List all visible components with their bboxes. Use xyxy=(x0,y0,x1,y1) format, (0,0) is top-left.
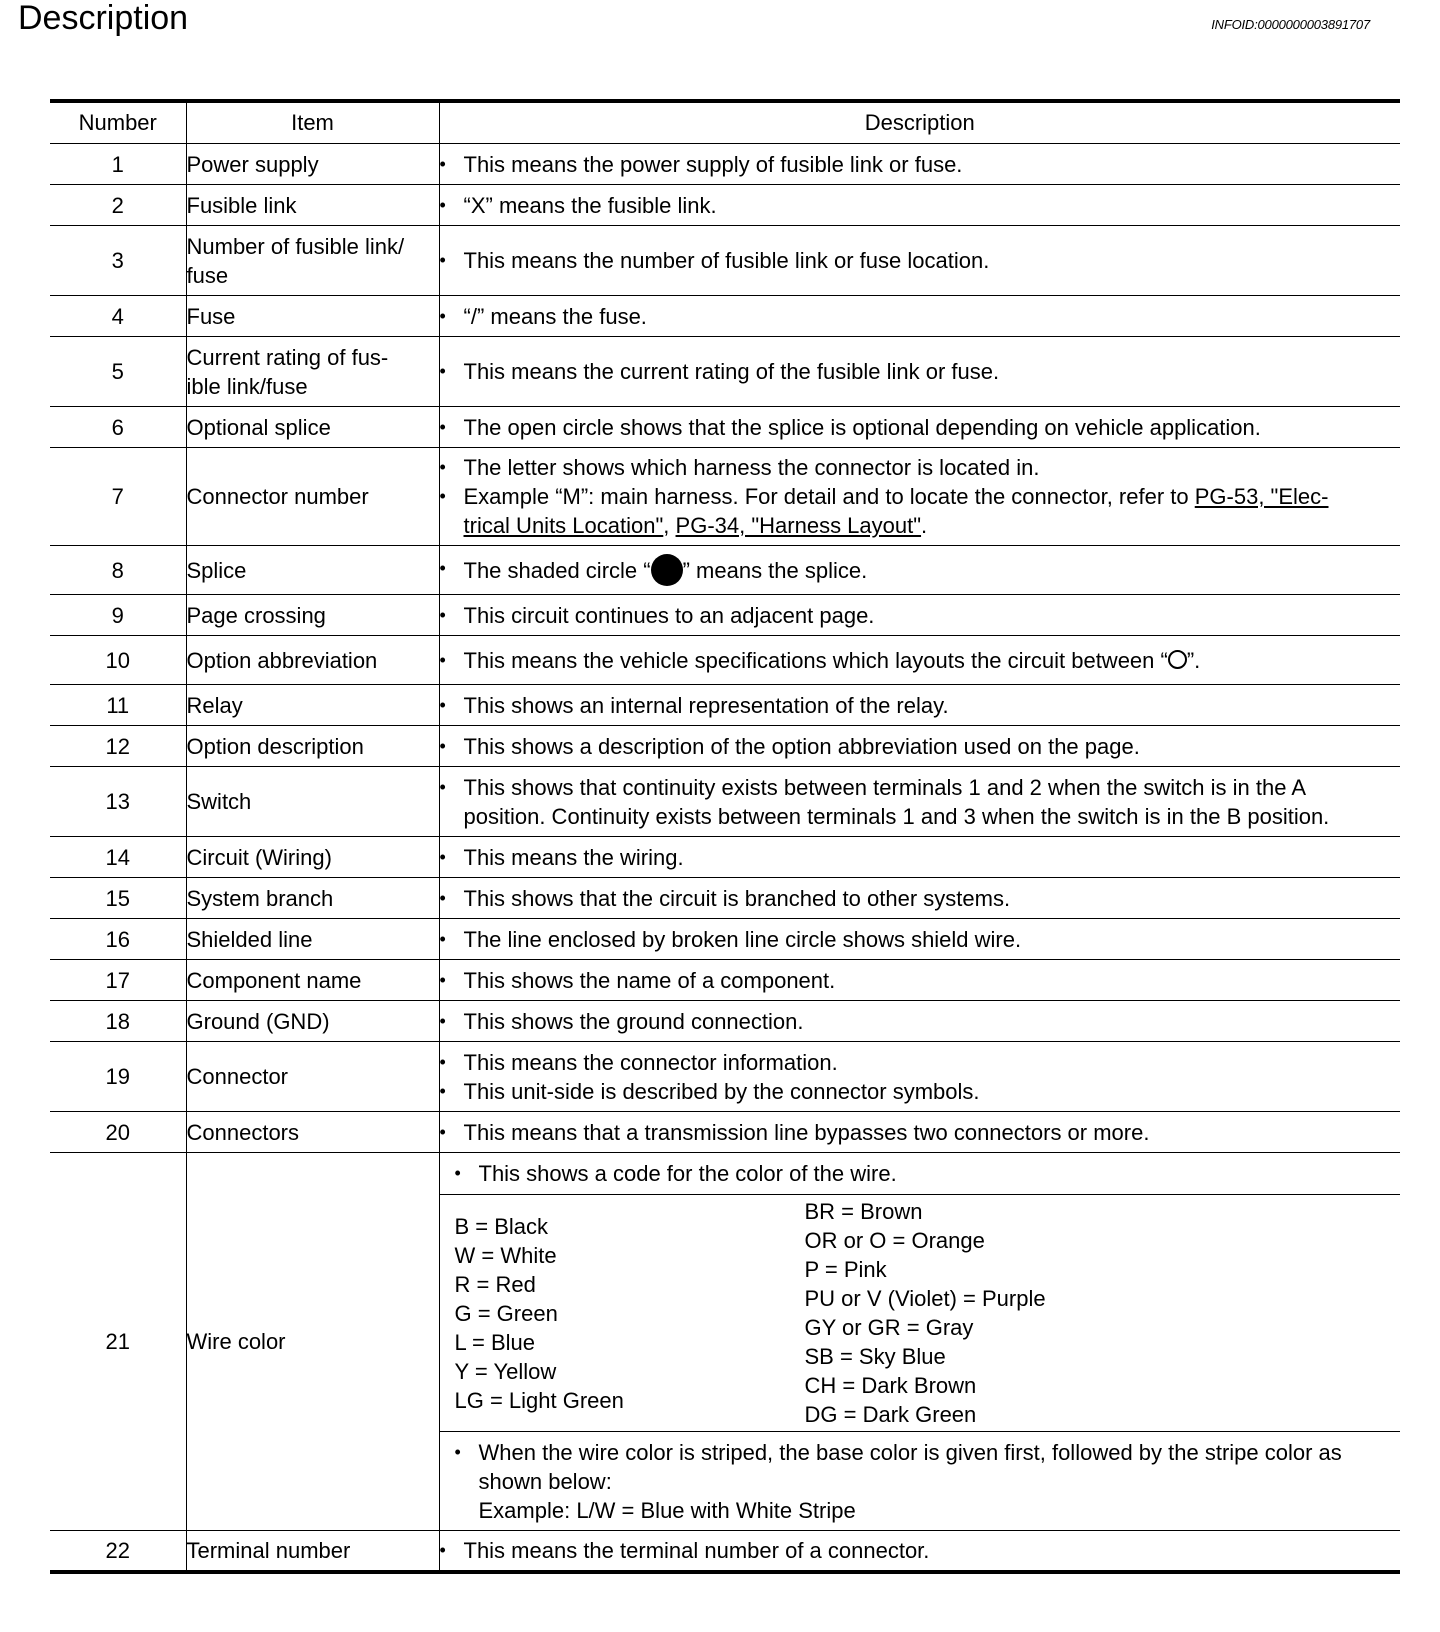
bullet-text: • The open circle shows that the splice is optional depending on vehicle application. xyxy=(440,413,1401,442)
example-text: Example “M”: main harness. For detail and to locate the connector, refer to xyxy=(463,484,1195,509)
bullet-text: • This means the connector information. xyxy=(440,1048,1401,1077)
color-code: G = Green xyxy=(454,1300,558,1326)
row-number: 19 xyxy=(50,1042,186,1112)
table-row xyxy=(50,919,1400,960)
bullet-text: • This shows a code for the color of the wire. xyxy=(455,1159,897,1188)
row-number: 5 xyxy=(50,337,186,407)
bullet-text: • “/” means the fuse. xyxy=(440,302,1401,331)
bullet-text: • This shows a description of the option abbreviation used on the page. xyxy=(440,732,1401,761)
row-item: Splice xyxy=(186,546,439,595)
color-code: CH = Dark Brown xyxy=(804,1373,977,1398)
table-row xyxy=(50,1531,1400,1572)
bullet-text: • This shows an internal representation of the relay. xyxy=(440,691,1401,720)
row-number: 4 xyxy=(50,296,186,337)
wire-color-stripe-note xyxy=(440,1431,1401,1530)
switch-line: position. Continuity exists between terminals 1 and 3 when the switch is in the B position. xyxy=(463,803,1330,829)
row-description xyxy=(439,1112,1400,1153)
stripe-line: shown below: xyxy=(478,1468,612,1494)
header-number: Number xyxy=(50,101,186,144)
row-item: Optional splice xyxy=(186,407,439,448)
row-number: 15 xyxy=(50,878,186,919)
bullet-text: • This means the terminal number of a connector. xyxy=(440,1536,1401,1565)
row-item: Option abbreviation xyxy=(186,636,439,685)
row-description xyxy=(439,1153,1400,1531)
row-number: 12 xyxy=(50,726,186,767)
table-row xyxy=(50,878,1400,919)
table-row xyxy=(50,1112,1400,1153)
bullet-text xyxy=(455,1438,1342,1525)
color-code: R = Red xyxy=(454,1271,536,1297)
row-number: 10 xyxy=(50,636,186,685)
color-code: L = Blue xyxy=(454,1329,536,1355)
wire-color-intro xyxy=(440,1153,1401,1194)
row-description xyxy=(439,1001,1400,1042)
row-item: Wire color xyxy=(186,1153,439,1531)
bullet-text xyxy=(440,482,1401,540)
color-code: PU or V (Violet) = Purple xyxy=(804,1286,1046,1311)
row-description xyxy=(439,226,1400,296)
table-row xyxy=(50,767,1400,837)
bullet-text: • This means the wiring. xyxy=(440,843,1401,872)
table-row xyxy=(50,1001,1400,1042)
row-description xyxy=(439,185,1400,226)
description-table xyxy=(50,99,1400,1574)
row-description xyxy=(439,878,1400,919)
table-row xyxy=(50,226,1400,296)
wire-color-codes xyxy=(440,1194,1401,1431)
row-item: System branch xyxy=(186,878,439,919)
table-row xyxy=(50,636,1400,685)
table-header-row xyxy=(50,101,1400,144)
row-item: Component name xyxy=(186,960,439,1001)
bullet-text: • The line enclosed by broken line circle shows shield wire. xyxy=(440,925,1401,954)
row-item: Relay xyxy=(186,685,439,726)
row-item: Fuse xyxy=(186,296,439,337)
bullet-text: • This shows that the circuit is branched to other systems. xyxy=(440,884,1401,913)
table-row xyxy=(50,407,1400,448)
bullet-text: • This shows the name of a component. xyxy=(440,966,1401,995)
splice-text-post: ” means the splice. xyxy=(682,558,868,583)
row-item: Ground (GND) xyxy=(186,1001,439,1042)
row-number: 21 xyxy=(50,1153,186,1531)
table-row xyxy=(50,685,1400,726)
splice-text-pre: The shaded circle “ xyxy=(463,558,651,583)
row-description xyxy=(439,767,1400,837)
link-pg-34[interactable]: PG-34, "Harness Layout" xyxy=(675,513,922,538)
row-number: 22 xyxy=(50,1531,186,1572)
table-row xyxy=(50,726,1400,767)
color-code: Y = Yellow xyxy=(454,1358,557,1384)
page-title: Description xyxy=(18,0,189,37)
row-number: 6 xyxy=(50,407,186,448)
shaded-circle-icon xyxy=(651,554,683,586)
link-end: . xyxy=(921,513,928,538)
table-row xyxy=(50,837,1400,878)
row-item: Switch xyxy=(186,767,439,837)
bullet-text: • The letter shows which harness the connector is located in. xyxy=(440,453,1401,482)
item-line: ible link/fuse xyxy=(186,373,308,399)
row-description xyxy=(439,960,1400,1001)
item-line: fuse xyxy=(186,262,229,288)
row-description xyxy=(439,837,1400,878)
stripe-example: Example: L/W = Blue with White Stripe xyxy=(478,1497,856,1523)
color-code: LG = Light Green xyxy=(454,1387,624,1413)
row-item: Connector xyxy=(186,1042,439,1112)
row-description xyxy=(439,726,1400,767)
bullet-text: • This means the power supply of fusible link or fuse. xyxy=(440,150,1401,179)
color-code: B = Black xyxy=(454,1213,549,1239)
table-row xyxy=(50,1042,1400,1112)
stripe-line: When the wire color is striped, the base color is given first, followed by the stripe color as xyxy=(478,1439,1342,1465)
row-item: Connector number xyxy=(186,448,439,546)
color-code: SB = Sky Blue xyxy=(804,1344,946,1369)
row-description xyxy=(439,448,1400,546)
color-code: DG = Dark Green xyxy=(804,1402,977,1427)
row-item: Page crossing xyxy=(186,595,439,636)
row-number: 7 xyxy=(50,448,186,546)
row-number: 3 xyxy=(50,226,186,296)
row-item: Fusible link xyxy=(186,185,439,226)
row-item: Shielded line xyxy=(186,919,439,960)
table-row xyxy=(50,1153,1400,1531)
row-description xyxy=(439,546,1400,595)
row-number: 8 xyxy=(50,546,186,595)
row-item: Option description xyxy=(186,726,439,767)
row-description xyxy=(439,636,1400,685)
table-row xyxy=(50,144,1400,185)
row-item xyxy=(186,337,439,407)
bullet-text xyxy=(440,646,1401,675)
row-number: 20 xyxy=(50,1112,186,1153)
option-text-post: ”. xyxy=(1186,647,1201,673)
row-description xyxy=(439,595,1400,636)
header-description: Description xyxy=(439,101,1400,144)
row-number: 11 xyxy=(50,685,186,726)
bullet-text: • This means the current rating of the fusible link or fuse. xyxy=(440,357,1401,386)
row-description xyxy=(439,144,1400,185)
row-number: 14 xyxy=(50,837,186,878)
color-codes-left xyxy=(455,1212,805,1415)
row-item xyxy=(186,226,439,296)
switch-line: This shows that continuity exists between terminals 1 and 2 when the switch is in the A xyxy=(463,774,1307,800)
row-item: Power supply xyxy=(186,144,439,185)
color-code: P = Pink xyxy=(804,1257,887,1282)
row-item: Terminal number xyxy=(186,1531,439,1572)
bullet-text: • This means that a transmission line bypasses two connectors or more. xyxy=(440,1118,1401,1147)
table-row xyxy=(50,595,1400,636)
color-code: GY or GR = Gray xyxy=(804,1315,974,1340)
row-description xyxy=(439,1531,1400,1572)
table-row xyxy=(50,546,1400,595)
row-number: 16 xyxy=(50,919,186,960)
bullet-text: • This means the number of fusible link or fuse location. xyxy=(440,246,1401,275)
color-code: BR = Brown xyxy=(804,1199,923,1224)
row-number: 9 xyxy=(50,595,186,636)
bullet-text: • This circuit continues to an adjacent page. xyxy=(440,601,1401,630)
table-row xyxy=(50,337,1400,407)
color-codes-right xyxy=(805,1197,1046,1429)
item-line: Number of fusible link/ xyxy=(186,233,405,259)
link-pg-53-line2[interactable]: trical Units Location" xyxy=(463,513,664,538)
header-item: Item xyxy=(186,101,439,144)
table-row xyxy=(50,960,1400,1001)
row-description xyxy=(439,337,1400,407)
table-row xyxy=(50,185,1400,226)
row-item: Connectors xyxy=(186,1112,439,1153)
link-pg-53-line1[interactable]: PG-53, "Elec- xyxy=(1194,484,1329,509)
row-number: 13 xyxy=(50,767,186,837)
row-number: 2 xyxy=(50,185,186,226)
open-circle-icon xyxy=(1168,650,1187,669)
table-row xyxy=(50,296,1400,337)
row-description xyxy=(439,296,1400,337)
bullet-text: • This unit-side is described by the connector symbols. xyxy=(440,1077,1401,1106)
table-row xyxy=(50,448,1400,546)
bullet-text xyxy=(440,554,1401,586)
row-number: 18 xyxy=(50,1001,186,1042)
row-number: 1 xyxy=(50,144,186,185)
bullet-text: • This shows the ground connection. xyxy=(440,1007,1401,1036)
item-line: Current rating of fus- xyxy=(186,344,389,370)
row-description xyxy=(439,407,1400,448)
row-description xyxy=(439,1042,1400,1112)
row-item: Circuit (Wiring) xyxy=(186,837,439,878)
row-number: 17 xyxy=(50,960,186,1001)
link-separator: , xyxy=(663,513,676,538)
color-code: W = White xyxy=(454,1242,557,1268)
info-id: INFOID:0000000003891707 xyxy=(1211,17,1370,32)
bullet-text xyxy=(440,773,1401,831)
option-text-pre: This means the vehicle specifications which layouts the circuit between “ xyxy=(463,647,1168,673)
color-code: OR or O = Orange xyxy=(804,1228,985,1253)
bullet-text: • “X” means the fusible link. xyxy=(440,191,1401,220)
row-description xyxy=(439,685,1400,726)
row-description xyxy=(439,919,1400,960)
